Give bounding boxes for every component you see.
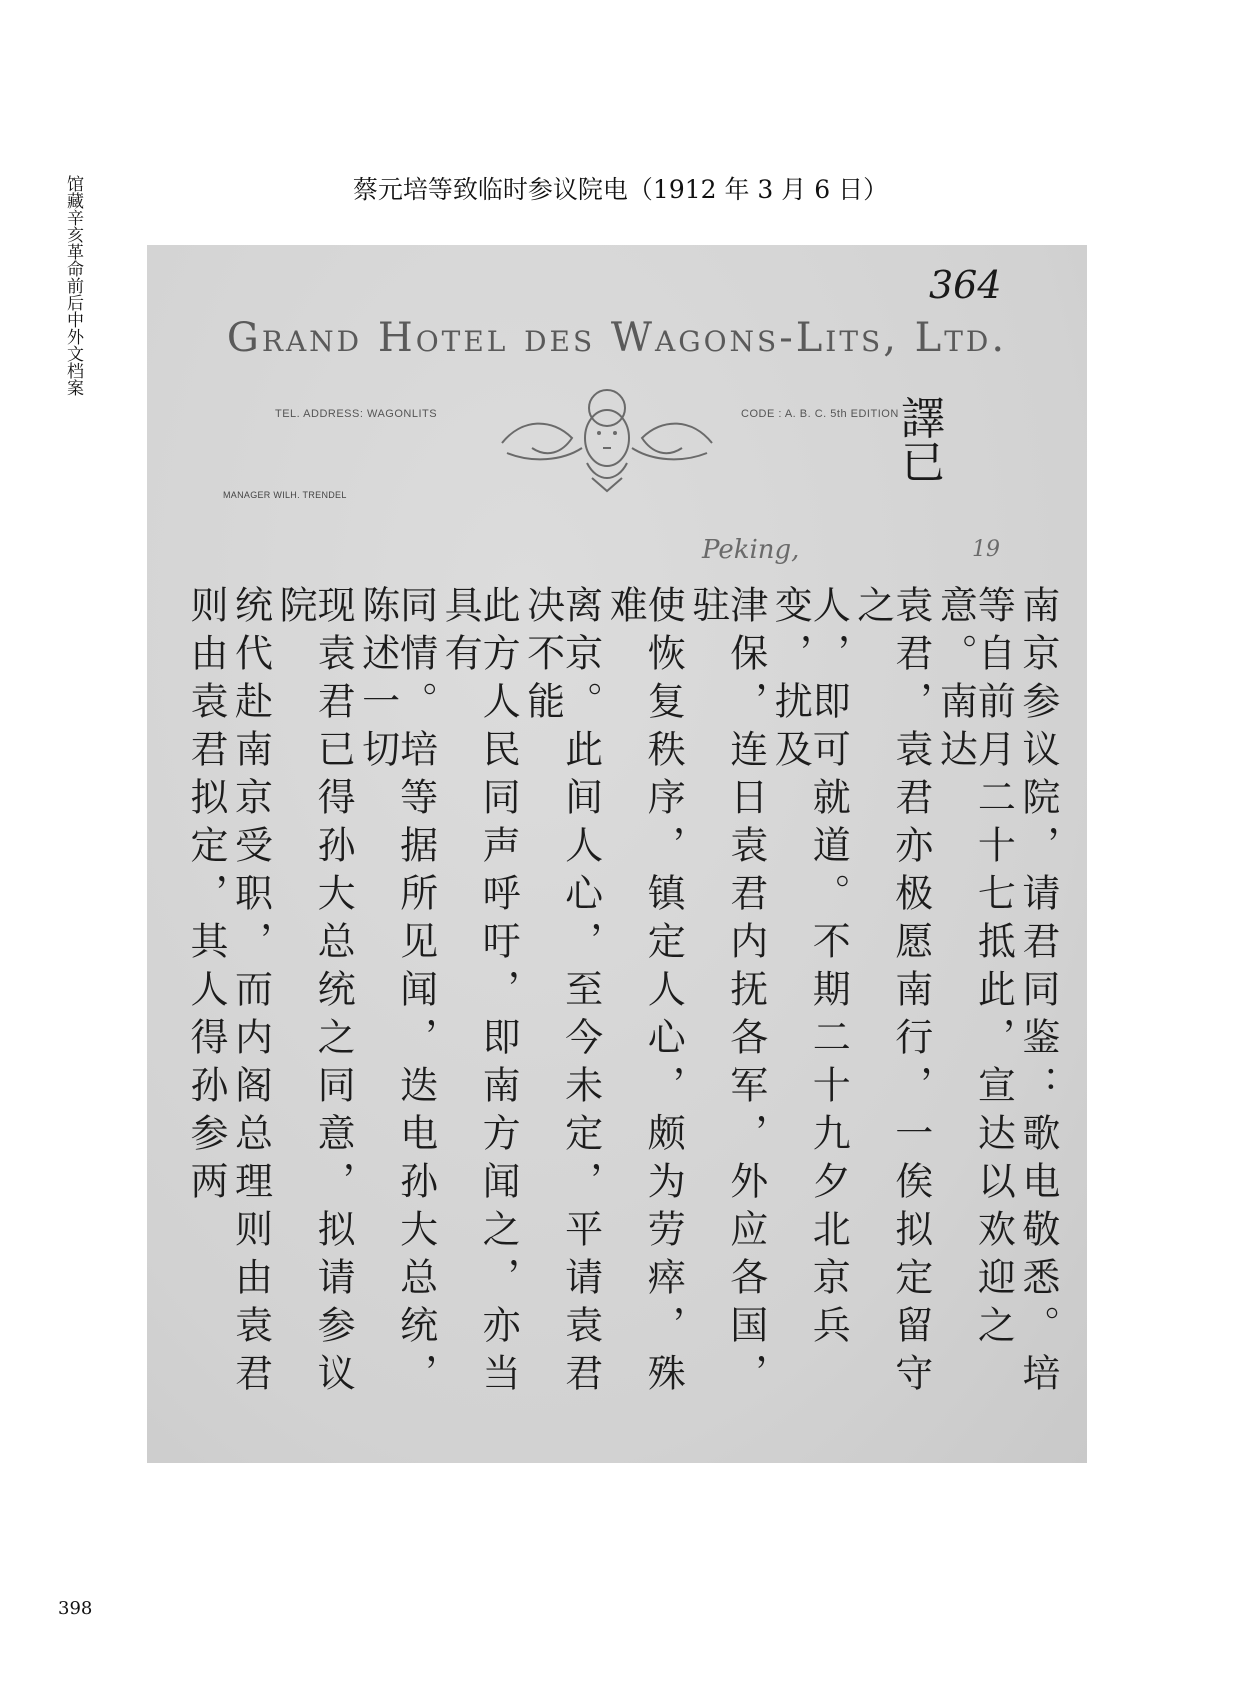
folio-number: 364 bbox=[929, 263, 1002, 307]
letter-image bbox=[147, 245, 1087, 1463]
side-title: 馆藏辛亥革命前后中外文档案 bbox=[63, 175, 83, 396]
annotation-mark: 譯已 bbox=[893, 395, 944, 483]
page-title: 蔡元培等致临时参议院电（1912 年 3 月 6 日） bbox=[352, 175, 889, 204]
letter-column: 等自前月二十七抵此，宣达以欢迎之意。南达 bbox=[933, 585, 1016, 1353]
letter-column: 则由袁君拟定，其人得孙参两 bbox=[184, 585, 228, 1209]
letter-column: 离京。此间人心，至今未定，平请袁君决不能 bbox=[520, 585, 603, 1401]
letter-column: 此方人民同声呼吁，即南方闻之，亦当具有 bbox=[438, 585, 521, 1401]
manager-line: MANAGER WILH. TRENDEL bbox=[223, 490, 347, 500]
letter-column: 南京参议院，请君同鉴：歌电敬悉。培 bbox=[1015, 585, 1060, 1401]
letter-column: 袁君，袁君亦极愿南行，一俟拟定留守之 bbox=[850, 585, 933, 1401]
letterhead-hotel-name: Grand Hotel des Wagons-Lits, Ltd. bbox=[226, 315, 1008, 361]
letter-column: 使恢复秩序，镇定人心，颇为劳瘁，殊难 bbox=[603, 585, 686, 1401]
telegraph-code: CODE : A. B. C. 5th EDITION bbox=[741, 408, 899, 420]
letter-column: 同情。培等据所见闻，迭电孙大总统，陈述一切 bbox=[355, 585, 438, 1401]
place-line: Peking, bbox=[702, 535, 800, 565]
letter-body bbox=[184, 585, 1060, 1435]
letter-column: 人，即可就道。不期二十九夕北京兵变，扰及 bbox=[768, 585, 851, 1353]
year-line: 19 bbox=[972, 537, 1000, 562]
letter-column: 统代赴南京受职，而内阁总理则由袁君 bbox=[228, 585, 273, 1401]
letter-column: 现袁君已得孙大总统之同意，拟请参议院 bbox=[273, 585, 356, 1401]
letterhead-emblem bbox=[492, 383, 722, 493]
tel-address: TEL. ADDRESS: WAGONLITS bbox=[275, 408, 438, 420]
letter-column: 津保，连日袁君内抚各军，外应各国，驻 bbox=[685, 585, 768, 1401]
page-number: 398 bbox=[58, 1598, 93, 1619]
